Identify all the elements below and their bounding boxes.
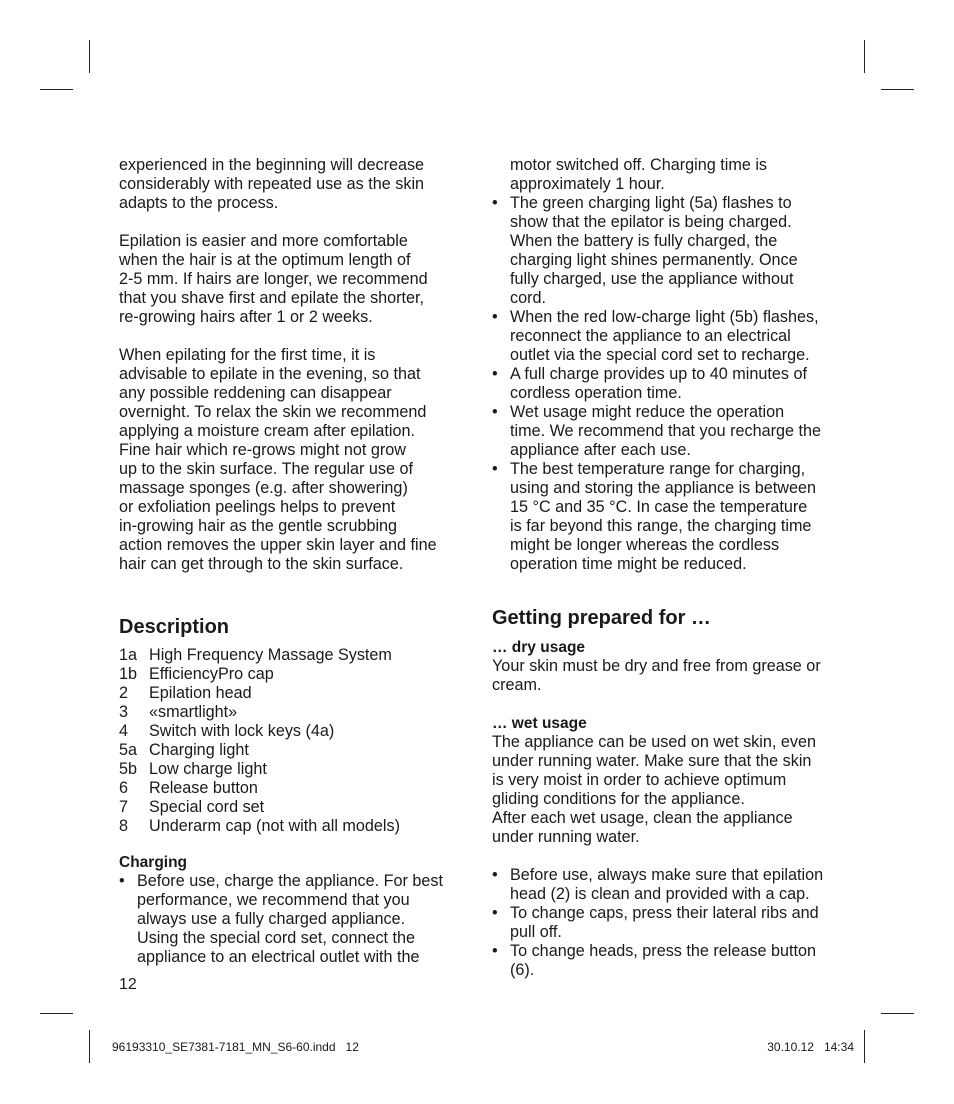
- crop-mark: [881, 89, 914, 90]
- crop-mark: [89, 40, 90, 73]
- list-item: 2 Epilation head: [119, 684, 252, 702]
- wet-usage-list: [492, 866, 842, 980]
- list-item: 5a Charging light: [119, 741, 249, 759]
- subheading: … wet usage: [492, 715, 587, 732]
- list-item: • Before use, charge the appliance. For best performance, we recommend that you always use a fully charged appliance. Using the special cord set, connect the appliance to an electrical outlet with the: [119, 872, 443, 966]
- bullet: •: [492, 866, 498, 884]
- footer-date: 30.10.12 14:34: [767, 1040, 854, 1054]
- list-item: • To change caps, press their lateral ribs and pull off.: [492, 904, 819, 941]
- bullet: •: [492, 308, 498, 326]
- list-item: 1a High Frequency Massage System: [119, 646, 392, 664]
- list-item: • Wet usage might reduce the operation time. We recommend that you recharge the appliance after each use.: [492, 403, 822, 459]
- list-item: 8 Underarm cap (not with all models): [119, 817, 401, 835]
- list-item: 3 «smartlight»: [119, 703, 238, 721]
- crop-mark: [40, 89, 73, 90]
- bullet: •: [492, 904, 498, 922]
- list-item: • A full charge provides up to 40 minutes of cordless operation time.: [492, 365, 807, 402]
- bullet: •: [492, 460, 498, 478]
- paragraph: Your skin must be dry and free from grease or cream.: [492, 657, 821, 694]
- crop-mark: [864, 1030, 865, 1063]
- description-section: [119, 615, 469, 967]
- right-column-text: [492, 156, 842, 574]
- paragraph: The appliance can be used on wet skin, even under running water. Make sure that the skin is very moist in order to achieve optimum gliding conditions for the appliance. After each wet usage, clean the appliance under running water.: [492, 733, 816, 846]
- crop-mark: [89, 1030, 90, 1063]
- list-item: 1b EfficiencyPro cap: [119, 665, 274, 683]
- getting-prepared-section: [492, 606, 842, 980]
- charging-bullets: [492, 156, 842, 574]
- list-item: • The best temperature range for charging, using and storing the appliance is between 15 °C and 35 °C. In case the temperature is far beyond this range, the charging time might be longer whereas the cordless operation time might be reduced.: [492, 460, 816, 573]
- description-list: [119, 646, 469, 836]
- bullet: •: [492, 194, 498, 212]
- list-item: • When the red low-charge light (5b) flashes, reconnect the appliance to an electrical outlet via the special cord set to recharge.: [492, 308, 819, 364]
- charging-list: [119, 872, 469, 967]
- list-item: • Before use, always make sure that epilation head (2) is clean and provided with a cap.: [492, 866, 824, 903]
- footer-file-info: 96193310_SE7381-7181_MN_S6-60.indd 12: [112, 1040, 359, 1054]
- subheading: … dry usage: [492, 639, 586, 656]
- crop-mark: [864, 40, 865, 73]
- list-item: • The green charging light (5a) flashes to show that the epilator is being charged. When the battery is fully charged, the charging light shines permanently. Once fully charged, use the appliance without cord.: [492, 194, 798, 307]
- list-item: motor switched off. Charging time is approximately 1 hour.: [510, 156, 768, 193]
- subheading: Charging: [119, 854, 188, 871]
- paragraph: When epilating for the first time, it is advisable to epilate in the evening, so that any possible reddening can disappear overnight. To relax the skin we recommend applying a moisture cream after epilation. Fine hair which re-grows might not grow up to the skin surface. The regular use of massage sponges (e.g. after showering) or exfoliation peelings helps to prevent in-growing hair as the gentle scrubbing action removes the upper skin layer and fine hair can get through to the skin surface.: [119, 346, 437, 573]
- section-heading: Getting prepared for …: [492, 607, 711, 629]
- left-column-text: [119, 156, 469, 574]
- list-item: • To change heads, press the release button (6).: [492, 942, 816, 979]
- list-item: 7 Special cord set: [119, 798, 265, 816]
- crop-mark: [40, 1013, 73, 1014]
- list-item: 5b Low charge light: [119, 760, 267, 778]
- crop-mark: [881, 1013, 914, 1014]
- bullet: •: [119, 872, 125, 890]
- page-number: 12: [119, 976, 137, 993]
- bullet: •: [492, 942, 498, 960]
- section-heading: Description: [119, 616, 230, 638]
- bullet: •: [492, 403, 498, 421]
- paragraph: Epilation is easier and more comfortable when the hair is at the optimum length of 2-5 mm. If hairs are longer, we recommend that you shave first and epilate the shorter, re-growing hairs after 1 or 2 weeks.: [119, 232, 428, 326]
- list-item: 4 Switch with lock keys (4a): [119, 722, 335, 740]
- list-item: 6 Release button: [119, 779, 258, 797]
- paragraph: experienced in the beginning will decrease considerably with repeated use as the skin adapts to the process.: [119, 156, 425, 212]
- bullet: •: [492, 365, 498, 383]
